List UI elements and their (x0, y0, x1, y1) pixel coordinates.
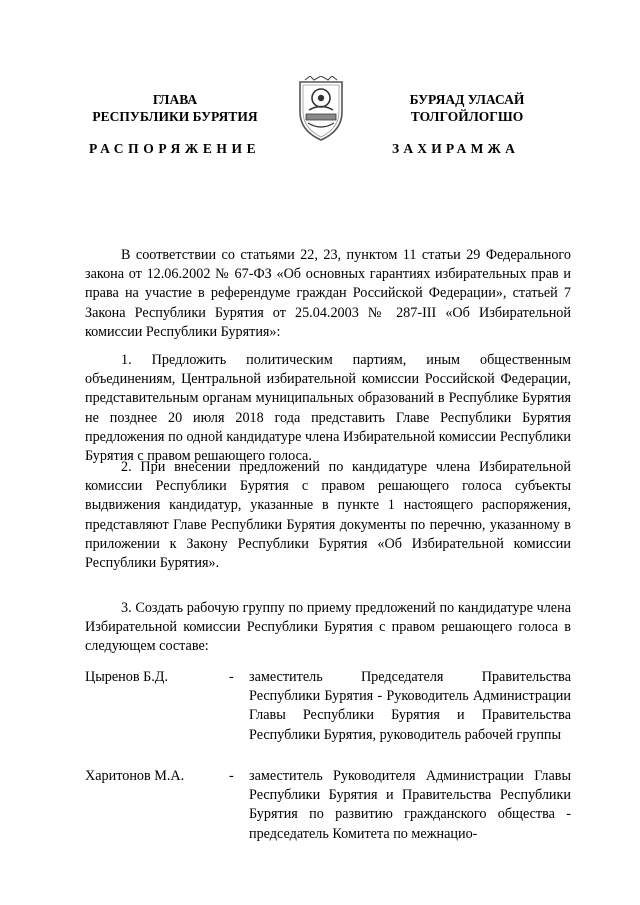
header-right-subtitle: ТОЛГОЙЛОГШО (410, 109, 524, 124)
paragraph-2: 2. При внесении предложений по кандидатуре члена Избирательной комиссии Республики Бурятия с правом решающего голоса субъекты выдвижения кандидатур, указанные в пункте 1 настоящего распоряжения, представляют Главе Республики Бурятия документы по перечню, указанному в приложении к Закону Республики Бурятия «Об Избирательной комиссии Республики Бурятия». (85, 459, 571, 572)
paragraph-intro: В соответствии со статьями 22, 23, пунктом 11 статьи 29 Федерального закона от 12.06.2002 № 67-ФЗ «Об основных гарантиях избирательных прав и права на участие в референдуме граждан Российской Федерации», статьей 7 Закона Республики Бурятия от 25.04.2003 № 287-III «Об Избирательной комиссии Республики Бурятия»: (85, 247, 571, 340)
paragraph-1: 1. Предложить политическим партиям, иным общественным объединениям, Центральной избирательной комиссии Российской Федерации, представительным органам муниципальных образований в Республике Бурятия не позднее 20 июля 2018 года представить Главе Республики Бурятия предложения по одной кандидатуре члена Избирательной комиссии Республики Бурятия с правом решающего голоса. (85, 352, 571, 465)
header-right-title: БУРЯАД УЛАСАЙ (409, 92, 525, 107)
header-left-title: ГЛАВА (152, 92, 198, 107)
doc-type-right: ЗАХИРАМЖА (392, 141, 520, 156)
header-right (362, 91, 572, 125)
member-name: Харитонов М.А. (85, 768, 185, 784)
member-role: заместитель Председателя Правительства Республики Бурятия - Руководитель Администрации Главы Республики Бурятия и Правительства Республики Бурятия, руководитель рабочей группы (249, 669, 571, 743)
doc-type-left: РАСПОРЯЖЕНИЕ (89, 141, 261, 156)
header-left (70, 91, 280, 125)
header-left-subtitle: РЕСПУБЛИКИ БУРЯТИЯ (92, 109, 258, 124)
member-dash: - (229, 768, 234, 784)
coat-of-arms-icon (294, 76, 348, 142)
paragraph-3: 3. Создать рабочую группу по приему предложений по кандидатуре члена Избирательной комиссии Республики Бурятия с правом решающего голоса в следующем составе: (85, 600, 571, 655)
member-name: Цыренов Б.Д. (85, 669, 169, 685)
member-dash: - (229, 669, 234, 685)
member-role: заместитель Руководителя Администрации Главы Республики Бурятия и Правительства Республики Бурятия по развитию гражданского общества - председатель Комитета по межнацио- (249, 768, 571, 842)
